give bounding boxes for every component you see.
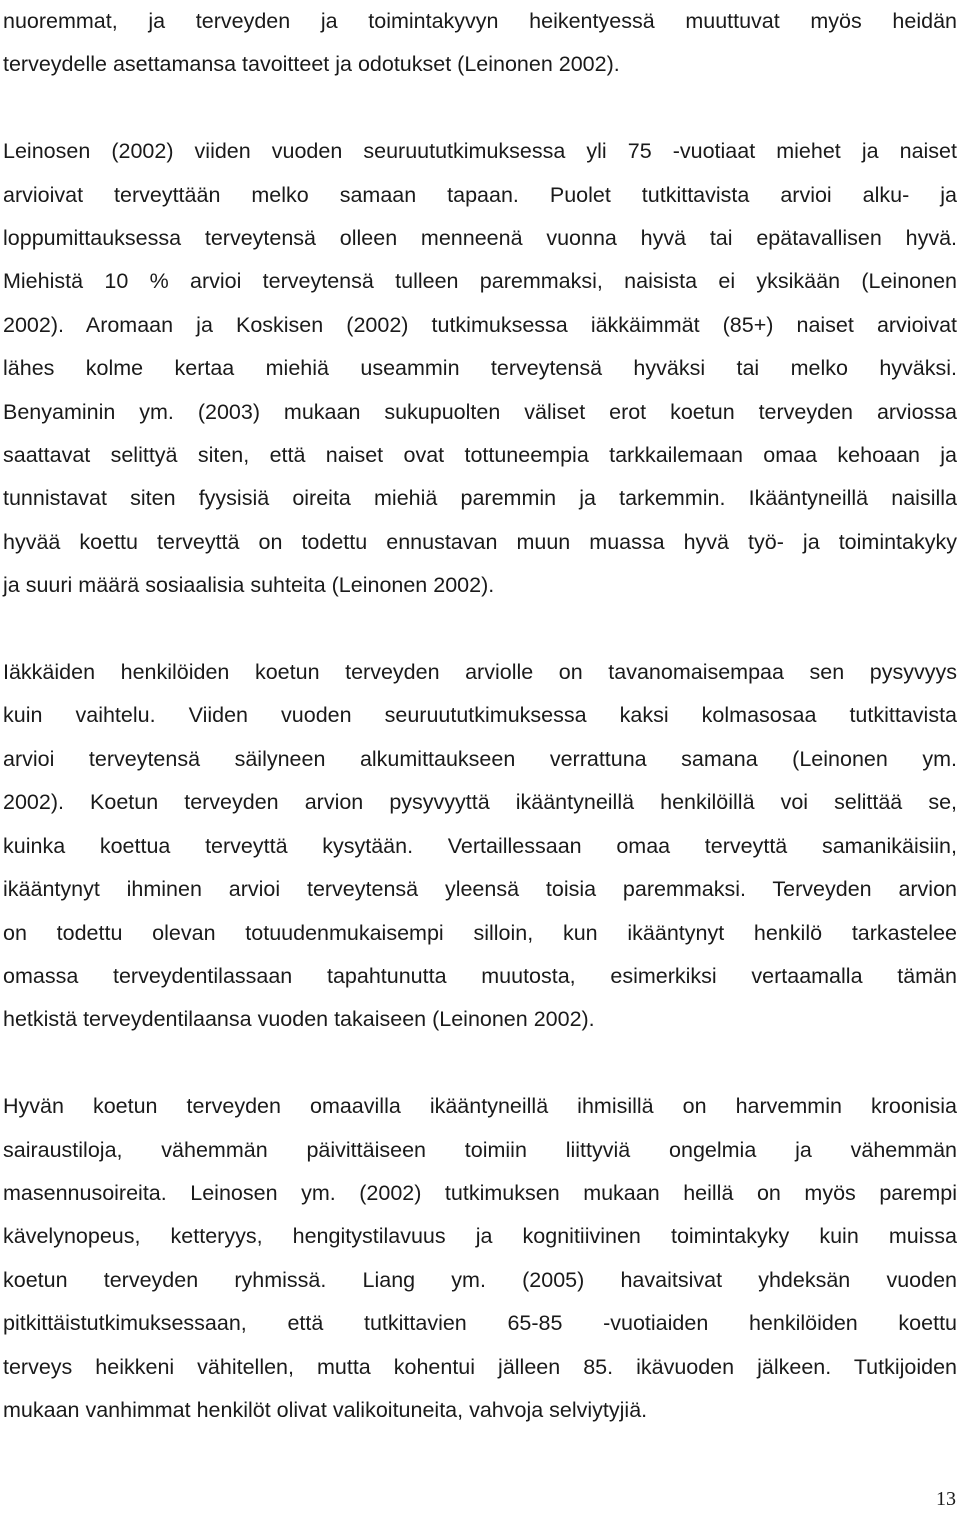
text-line: Hyvän koetun terveyden omaavilla ikääntyneillä ihmisillä on harvemmin kroonisia <box>3 1094 957 1119</box>
text-line: saattavat selittyä siten, että naiset ovat tottuneempia tarkkailemaan omaa kehoaan ja <box>3 443 957 468</box>
page-number: 13 <box>936 1488 956 1510</box>
text-line: Iäkkäiden henkilöiden koetun terveyden arviolle on tavanomaisempaa sen pysyvyys <box>3 660 957 685</box>
text-line: kuin vaihtelu. Viiden vuoden seuruututkimuksessa kaksi kolmasosaa tutkittavista <box>3 703 957 728</box>
text-line: terveydelle asettamansa tavoitteet ja odotukset (Leinonen 2002). <box>3 52 620 77</box>
text-line: Benyaminin ym. (2003) mukaan sukupuolten väliset erot koetun terveyden arviossa <box>3 399 957 424</box>
text-line: hetkistä terveydentilaansa vuoden takaiseen (Leinonen 2002). <box>3 1007 595 1032</box>
text-line: terveys heikkeni vähitellen, mutta kohentui jälleen 85. ikävuoden jälkeen. Tutkijoiden <box>3 1354 957 1379</box>
text-line: koetun terveyden ryhmissä. Liang ym. (2005) havaitsivat yhdeksän vuoden <box>3 1267 957 1292</box>
paragraph-3 <box>3 651 957 1042</box>
text-line: Miehistä 10 % arvioi terveytensä tulleen paremmaksi, naisista ei yksikään (Leinonen <box>3 269 957 294</box>
text-line: ja suuri määrä sosiaalisia suhteita (Leinonen 2002). <box>3 573 495 598</box>
text-line: on todettu olevan totuudenmukaisempi silloin, kun ikääntynyt henkilö tarkastelee <box>3 920 957 945</box>
text-line: omassa terveydentilassaan tapahtunutta muutosta, esimerkiksi vertaamalla tämän <box>3 963 957 988</box>
text-line: arvioi terveytensä säilyneen alkumittaukseen verrattuna samana (Leinonen ym. <box>3 746 957 771</box>
text-line: mukaan vanhimmat henkilöt olivat valikoituneita, vahvoja selviytyjiä. <box>3 1397 648 1422</box>
text-line: lähes kolme kertaa miehiä useammin terveytensä hyväksi tai melko hyväksi. <box>3 356 957 381</box>
text-line: hyvää koettu terveyttä on todettu ennustavan muun muassa hyvä työ- ja toimintakyky <box>3 529 957 554</box>
text-line: Leinosen (2002) viiden vuoden seuruututkimuksessa yli 75 -vuotiaat miehet ja naiset <box>3 139 957 164</box>
text-line: 2002). Aromaan ja Koskisen (2002) tutkimuksessa iäkkäimmät (85+) naiset arvioivat <box>3 312 957 337</box>
paragraph-gap <box>3 608 957 651</box>
text-line: loppumittauksessa terveytensä olleen menneenä vuonna hyvä tai epätavallisen hyvä. <box>3 226 957 251</box>
paragraph-1 <box>3 0 957 87</box>
paragraph-gap <box>3 1042 957 1085</box>
text-line: kuinka koettua terveyttä kysytään. Vertaillessaan omaa terveyttä samanikäisiin, <box>3 833 957 858</box>
text-line: sairaustiloja, vähemmän päivittäiseen toimiin liittyviä ongelmia ja vähemmän <box>3 1137 957 1162</box>
document-page <box>3 0 957 1432</box>
text-line: kävelynopeus, ketteryys, hengitystilavuus ja kognitiivinen toimintakyky kuin muissa <box>3 1224 957 1249</box>
text-line: arvioivat terveyttään melko samaan tapaan. Puolet tutkittavista arvioi alku- ja <box>3 182 957 207</box>
text-line: masennusoireita. Leinosen ym. (2002) tutkimuksen mukaan heillä on myös parempi <box>3 1180 957 1205</box>
text-line: 2002). Koetun terveyden arvion pysyvyyttä ikääntyneillä henkilöillä voi selittää se, <box>3 790 957 815</box>
paragraph-4 <box>3 1085 957 1432</box>
text-line: pitkittäistutkimuksessaan, että tutkittavien 65-85 -vuotiaiden henkilöiden koettu <box>3 1311 957 1336</box>
text-line: tunnistavat siten fyysisiä oireita miehiä paremmin ja tarkemmin. Ikääntyneillä naisilla <box>3 486 957 511</box>
paragraph-gap <box>3 87 957 130</box>
text-line: ikääntynyt ihminen arvioi terveytensä yleensä toisia paremmaksi. Terveyden arvion <box>3 877 957 902</box>
text-line: nuoremmat, ja terveyden ja toimintakyvyn heikentyessä muuttuvat myös heidän <box>3 9 957 33</box>
paragraph-2 <box>3 130 957 607</box>
